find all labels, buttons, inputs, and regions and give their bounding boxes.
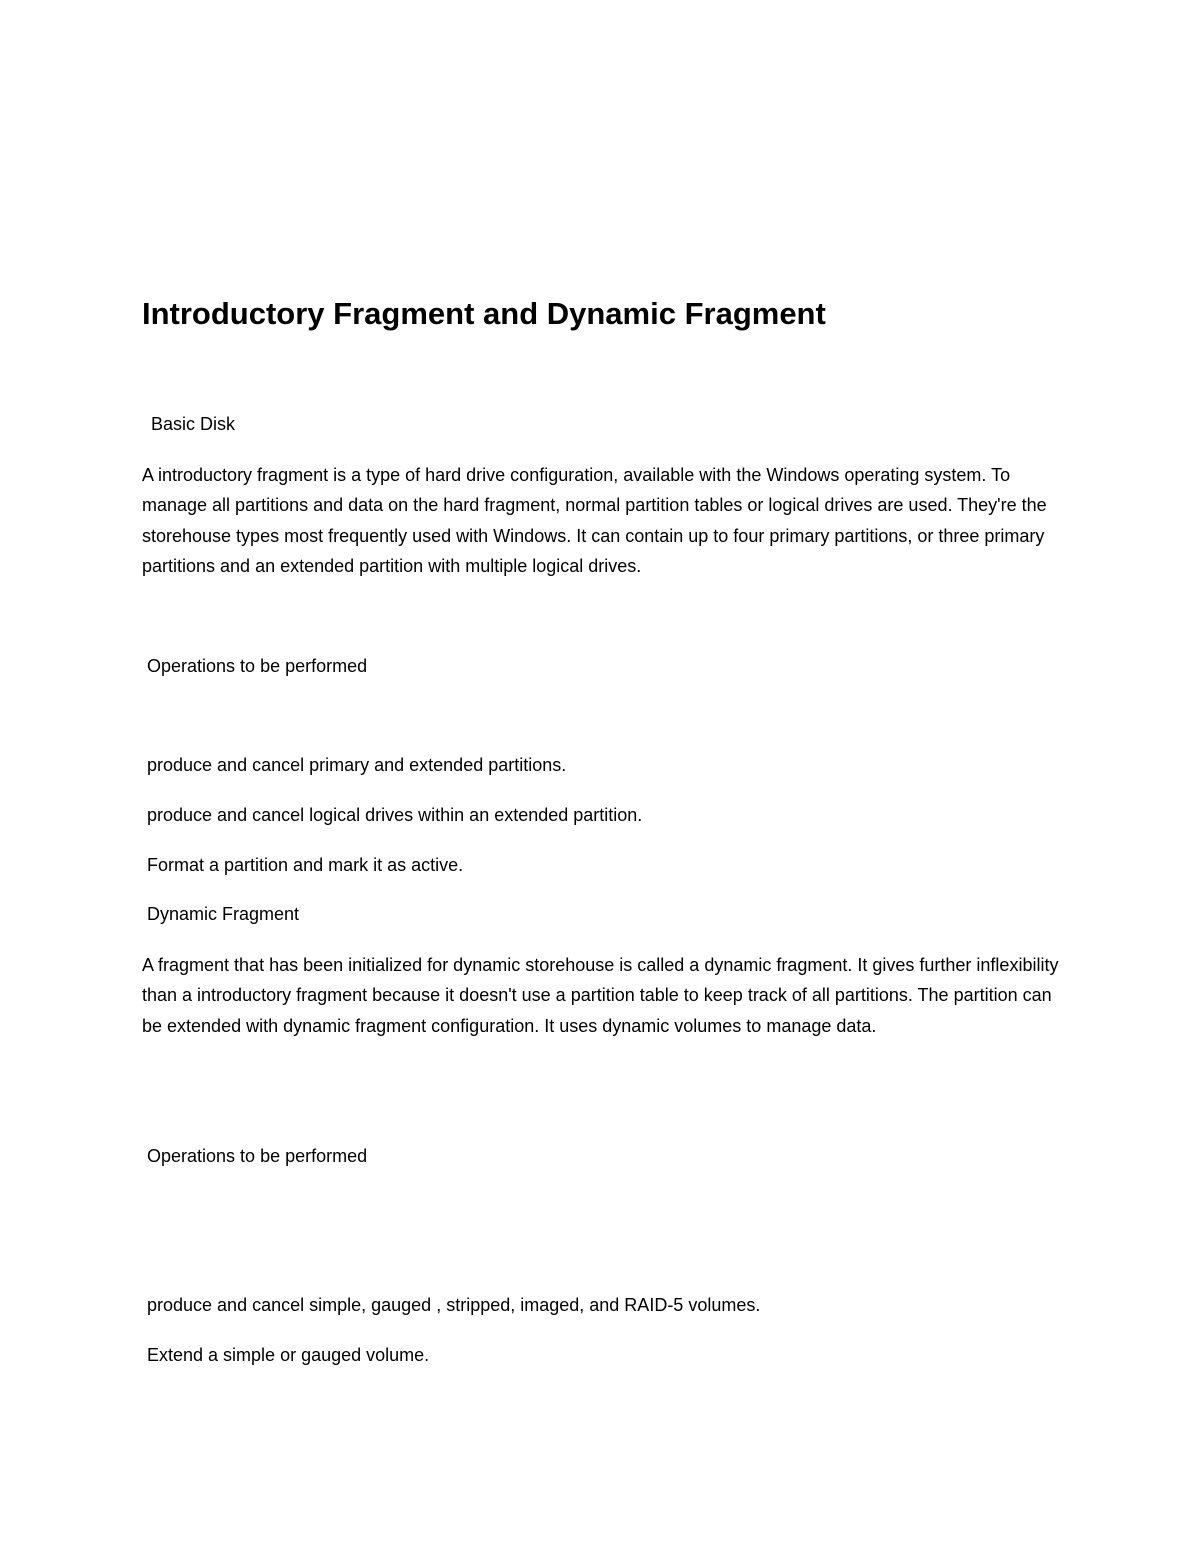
operations-heading-dynamic: Operations to be performed — [147, 1146, 368, 1166]
list-item: produce and cancel primary and extended partitions. — [147, 755, 567, 775]
dynamic-fragment-paragraph: A fragment that has been initialized for dynamic storehouse is called a dynamic fragment. It gives further inflexibility than a introductory fragment because it doesn't use a partition table to keep track of all partitions. The partition can be extended with dynamic fragment configuration. It uses dynamic volumes to manage data. — [142, 955, 1059, 1036]
basic-disk-heading: Basic Disk — [151, 414, 236, 434]
document-title: Introductory Fragment and Dynamic Fragment — [142, 296, 826, 331]
basic-disk-paragraph: A introductory fragment is a type of hard drive configuration, available with the Windows operating system. To manage all partitions and data on the hard fragment, normal partition tables or logical drives are used. They're the storehouse types most frequently used with Windows. It can contain up to four primary partitions, or three primary partitions and an extended partition with multiple logical drives. — [142, 465, 1047, 576]
list-item: Format a partition and mark it as active. — [147, 855, 464, 875]
dynamic-fragment-heading: Dynamic Fragment — [147, 904, 300, 924]
operations-heading-basic: Operations to be performed — [147, 656, 368, 676]
list-item: Extend a simple or gauged volume. — [147, 1345, 430, 1365]
list-item: produce and cancel simple, gauged , stripped, imaged, and RAID-5 volumes. — [147, 1295, 761, 1315]
list-item: produce and cancel logical drives within an extended partition. — [147, 805, 643, 825]
